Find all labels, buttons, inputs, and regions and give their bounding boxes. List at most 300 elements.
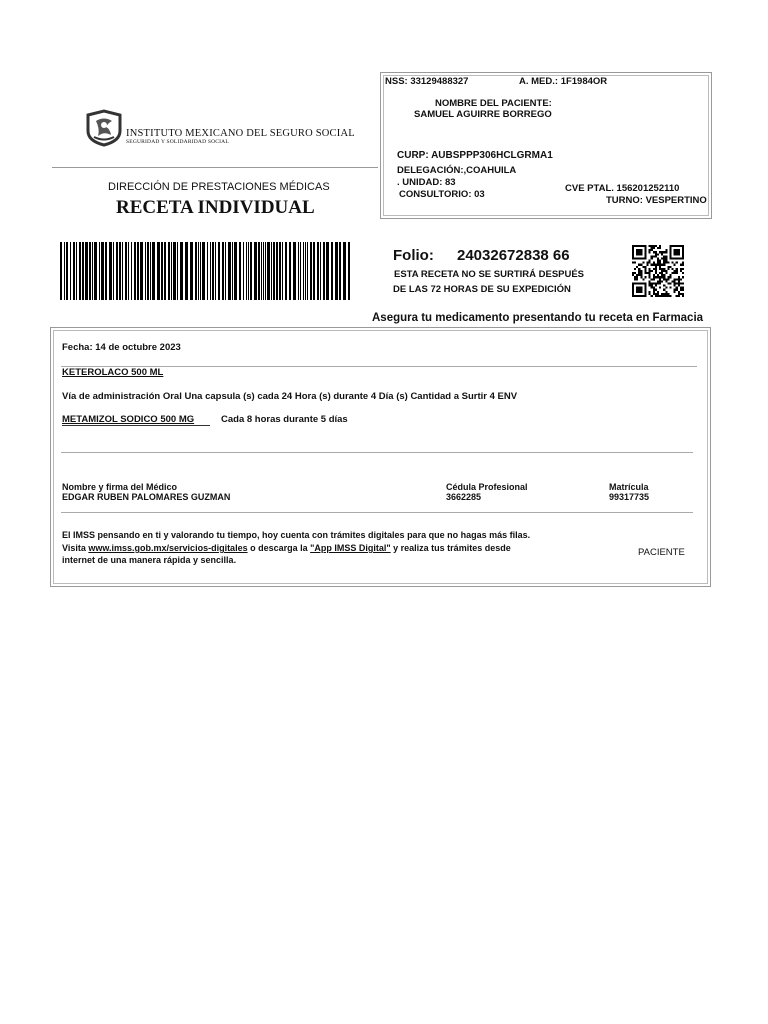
barcode-bar: [99, 242, 100, 300]
qr-module: [661, 253, 663, 255]
barcode-bar: [147, 242, 149, 300]
qr-module: [632, 274, 634, 276]
qr-module: [665, 291, 667, 293]
qr-module: [649, 272, 651, 274]
qr-module: [647, 262, 649, 264]
qr-module: [674, 291, 676, 293]
qr-module: [657, 264, 659, 266]
barcode-bar: [250, 242, 252, 300]
qr-module: [651, 295, 653, 297]
qr-module: [642, 262, 644, 264]
qr-module: [676, 295, 678, 297]
barcode-bar: [263, 242, 264, 300]
patient-name: SAMUEL AGUIRRE BORREGO: [414, 109, 552, 120]
qr-module: [672, 262, 674, 264]
qr-module: [663, 295, 665, 297]
barcode-bar: [282, 242, 283, 300]
qr-module: [657, 274, 659, 276]
qr-module: [663, 264, 665, 266]
barcode-bar: [137, 242, 139, 300]
barcode-bar: [293, 242, 296, 300]
qr-module: [674, 264, 676, 266]
footer-tramites-text: y realiza tus trámites desde: [390, 543, 511, 553]
qr-module: [667, 262, 669, 264]
qr-module: [657, 291, 659, 293]
qr-module: [663, 268, 665, 270]
qr-module: [665, 270, 667, 272]
barcode-bar: [267, 242, 270, 300]
qr-module: [676, 272, 678, 274]
folio-number: 24032672838 66: [457, 247, 570, 264]
barcode-bar: [109, 242, 112, 300]
barcode-bar: [303, 242, 304, 300]
pharmacy-notice: Asegura tu medicamento presentando tu receta en Farmacia: [372, 312, 704, 324]
qr-module: [653, 251, 655, 253]
qr-module: [632, 272, 634, 274]
qr-module: [674, 249, 680, 255]
qr-module: [682, 268, 684, 270]
qr-module: [655, 266, 657, 268]
footer-line1: El IMSS pensando en ti y valorando tu tiempo, hoy cuenta con trámites digitales para que no hagas más filas.: [62, 530, 531, 540]
barcode-bar: [177, 242, 178, 300]
qr-module: [640, 274, 642, 276]
qr-module: [649, 276, 651, 278]
a-med: A. MED.: 1F1984OR: [519, 76, 608, 87]
qr-module: [672, 268, 674, 270]
barcode-bar: [310, 242, 312, 300]
qr-module: [649, 270, 651, 272]
qr-module: [682, 282, 684, 284]
qr-module: [657, 247, 659, 249]
qr-module: [682, 289, 684, 291]
barcode-bar: [105, 242, 107, 300]
barcode-bar: [76, 242, 77, 300]
qr-module: [663, 289, 665, 291]
qr-module: [663, 257, 665, 259]
qr-module: [655, 255, 657, 257]
footer-divider: [61, 512, 693, 513]
qr-module: [634, 278, 636, 280]
barcode-bar: [343, 242, 346, 300]
qr-module: [657, 293, 659, 295]
barcode-bar: [119, 242, 121, 300]
qr-module: [682, 276, 684, 278]
barcode-bar: [168, 242, 170, 300]
qr-module: [663, 285, 665, 287]
qr-module: [667, 293, 669, 295]
qr-module: [676, 282, 678, 284]
medication-2-instructions: Cada 8 horas durante 5 días: [221, 414, 348, 425]
cedula-label: Cédula Profesional: [446, 482, 528, 492]
qr-module: [636, 274, 638, 276]
barcode-bar: [261, 242, 262, 300]
barcode-bar: [73, 242, 75, 300]
qr-module: [653, 287, 655, 289]
qr-module: [669, 266, 671, 268]
barcode-bar: [215, 242, 216, 300]
qr-module: [659, 260, 661, 262]
qr-module: [669, 282, 671, 284]
qr-module: [667, 266, 669, 268]
qr-module: [663, 251, 665, 253]
qr-module: [682, 293, 684, 295]
cedula-value: 3662285: [446, 492, 482, 502]
medication-1-name: KETEROLACO 500 ML: [62, 367, 164, 378]
qr-module: [655, 285, 657, 287]
barcode-bar: [152, 242, 155, 300]
qr-module: [638, 268, 640, 270]
barcode-bar: [202, 242, 205, 300]
qr-module: [653, 293, 655, 295]
qr-module: [680, 287, 682, 289]
qr-module: [657, 280, 659, 282]
qr-module: [653, 274, 655, 276]
qr-module: [640, 264, 642, 266]
folio-label: Folio:: [393, 247, 434, 264]
qr-module: [661, 264, 663, 266]
barcode-bar: [320, 242, 321, 300]
barcode-bar: [173, 242, 176, 300]
qr-module: [676, 287, 678, 289]
qr-module: [665, 278, 667, 280]
doctor-name: EDGAR RUBEN PALOMARES GUZMAN: [62, 492, 231, 502]
qr-module: [649, 260, 651, 262]
barcode-bar: [113, 242, 114, 300]
medication-2-underline: [62, 425, 210, 426]
qr-module: [674, 278, 676, 280]
doctor-label: Nombre y firma del Médico: [62, 482, 178, 492]
qr-module: [680, 270, 682, 272]
qr-module: [680, 264, 682, 266]
qr-module: [659, 262, 661, 264]
qr-module: [644, 272, 646, 274]
qr-module: [678, 285, 680, 287]
qr-module: [659, 278, 661, 280]
app-imss-digital-link[interactable]: "App IMSS Digital": [310, 543, 391, 553]
barcode-bar: [94, 242, 97, 300]
barcode-bar: [246, 242, 247, 300]
qr-module: [653, 247, 655, 249]
qr-module: [680, 278, 682, 280]
nss: NSS: 33129488327: [385, 76, 469, 87]
turno: TURNO: VESPERTINO: [606, 195, 707, 206]
barcode-bar: [307, 242, 308, 300]
expiry-warning-line1: ESTA RECETA NO SE SURTIRÁ DESPUÉS: [394, 269, 585, 280]
qr-module: [674, 289, 676, 291]
qr-module: [678, 293, 680, 295]
qr-module: [659, 268, 661, 270]
qr-module: [655, 295, 657, 297]
qr-module: [653, 264, 655, 266]
barcode-bar: [335, 242, 338, 300]
qr-module: [655, 270, 657, 272]
barcode-bar: [313, 242, 315, 300]
qr-module: [682, 264, 684, 266]
qr-module: [659, 295, 661, 297]
qr-module: [649, 282, 651, 284]
qr-module: [678, 282, 680, 284]
qr-module: [649, 285, 651, 287]
qr-module: [669, 295, 671, 297]
qr-module: [665, 287, 667, 289]
qr-module: [661, 295, 663, 297]
barcode-bar: [234, 242, 237, 300]
qr-module: [659, 251, 661, 253]
qr-module: [653, 291, 655, 293]
qr-module: [638, 264, 640, 266]
qr-module: [678, 280, 680, 282]
barcode-bar: [171, 242, 172, 300]
qr-module: [655, 251, 657, 253]
qr-module: [642, 266, 644, 268]
qr-module: [651, 249, 653, 251]
qr-module: [672, 272, 674, 274]
barcode-bar: [128, 242, 129, 300]
footer-line2: [62, 543, 511, 553]
qr-module: [661, 257, 663, 259]
qr-module: [667, 276, 669, 278]
qr-module: [665, 255, 667, 257]
barcode-bar: [300, 242, 301, 300]
qr-module: [644, 266, 646, 268]
barcode-bar: [232, 242, 233, 300]
qr-module: [651, 285, 653, 287]
qr-module: [634, 268, 636, 270]
qr-module: [661, 276, 663, 278]
medication-2-name: METAMIZOL SODICO 500 MG: [62, 414, 195, 425]
qr-module: [638, 270, 640, 272]
matricula-label: Matrícula: [609, 482, 649, 492]
qr-module: [655, 245, 657, 247]
qr-module: [667, 268, 669, 270]
qr-module: [682, 272, 684, 274]
unidad: . UNIDAD: 83: [397, 177, 456, 188]
qr-module: [659, 272, 661, 274]
qr-module: [653, 255, 655, 257]
qr-module: [653, 278, 655, 280]
barcode-bar: [64, 242, 65, 300]
barcode-bar: [161, 242, 163, 300]
qr-module: [674, 272, 676, 274]
prescription-date: Fecha: 14 de octubre 2023: [62, 342, 181, 353]
qr-module: [682, 262, 684, 264]
qr-module: [649, 251, 651, 253]
qr-module: [663, 270, 665, 272]
qr-module: [634, 272, 636, 274]
qr-module: [649, 268, 651, 270]
barcode-bar: [82, 242, 84, 300]
barcode-bar: [348, 242, 350, 300]
barcode-bar: [185, 242, 188, 300]
barcode-bar: [331, 242, 333, 300]
barcode-bar: [271, 242, 272, 300]
barcode-bar: [145, 242, 146, 300]
qr-module: [674, 285, 676, 287]
imss-digital-services-link[interactable]: www.imss.gob.mx/servicios-digitales: [88, 543, 248, 553]
qr-module: [674, 282, 676, 284]
matricula-value: 99317735: [609, 492, 650, 502]
barcode-bar: [180, 242, 183, 300]
qr-module: [663, 276, 665, 278]
qr-module: [678, 295, 680, 297]
qr-module: [663, 262, 665, 264]
qr-module: [653, 276, 655, 278]
qr-module: [653, 262, 655, 264]
curp: CURP: AUBSPPP306HCLGRMA1: [397, 150, 553, 161]
qr-module: [661, 280, 663, 282]
qr-module: [651, 264, 653, 266]
qr-module: [663, 278, 665, 280]
barcode-bar: [323, 242, 325, 300]
qr-module: [665, 257, 667, 259]
barcode-bar: [60, 242, 62, 300]
qr-module: [649, 280, 651, 282]
qr-module: [661, 270, 663, 272]
qr-module: [649, 293, 651, 295]
barcode-bar: [239, 242, 241, 300]
qr-module: [655, 289, 657, 291]
qr-module: [640, 276, 642, 278]
barcode-bar: [289, 242, 291, 300]
qr-module: [674, 270, 676, 272]
barcode-bar: [285, 242, 287, 300]
barcode-bar: [218, 242, 220, 300]
qr-module: [659, 276, 661, 278]
institution-tagline: SEGURIDAD Y SOLIDARIDAD SOCIAL: [126, 139, 229, 145]
qr-module: [640, 270, 642, 272]
barcode-bar: [190, 242, 193, 300]
qr-module: [649, 291, 651, 293]
qr-module: [665, 260, 667, 262]
qr-module: [651, 287, 653, 289]
qr-module: [638, 274, 640, 276]
barcode-bar: [273, 242, 275, 300]
footer-line3: internet de una manera rápida y sencilla.: [62, 555, 237, 565]
header-divider: [52, 167, 378, 168]
qr-module: [665, 293, 667, 295]
qr-module: [663, 293, 665, 295]
qr-module: [655, 253, 657, 255]
qr-module: [665, 280, 667, 282]
qr-module: [638, 272, 640, 274]
qr-module: [680, 293, 682, 295]
qr-module: [665, 251, 667, 253]
barcode-bar: [134, 242, 136, 300]
qr-module: [649, 274, 651, 276]
qr-module: [663, 255, 665, 257]
qr-module: [636, 249, 642, 255]
barcode-bar: [243, 242, 244, 300]
qr-module: [669, 274, 671, 276]
qr-module: [657, 276, 659, 278]
qr-module: [667, 295, 669, 297]
qr-module: [649, 249, 651, 251]
barcode-bar: [85, 242, 88, 300]
qr-module: [661, 272, 663, 274]
footer-visit-text: Visita: [62, 543, 89, 553]
barcode-bar: [298, 242, 299, 300]
qr-module: [657, 282, 659, 284]
qr-module: [636, 278, 638, 280]
barcode-bar: [207, 242, 208, 300]
signature-divider: [61, 452, 693, 453]
qr-module: [632, 262, 634, 264]
qr-module: [682, 287, 684, 289]
qr-module: [640, 272, 642, 274]
qr-module: [676, 289, 678, 291]
barcode-bar: [164, 242, 166, 300]
footer-download-text: o descarga la: [247, 543, 311, 553]
direccion-label: DIRECCIÓN DE PRESTACIONES MÉDICAS: [108, 181, 330, 193]
qr-module: [659, 282, 661, 284]
qr-module: [665, 295, 667, 297]
qr-module: [661, 251, 663, 253]
barcode-bar: [276, 242, 278, 300]
barcode-bar: [195, 242, 197, 300]
barcode-bar: [222, 242, 224, 300]
qr-module: [678, 291, 680, 293]
copy-label: PACIENTE: [638, 547, 685, 558]
qr-module: [674, 280, 676, 282]
qr-module: [653, 245, 655, 247]
barcode-bar: [210, 242, 211, 300]
qr-module: [672, 280, 674, 282]
barcode-bar: [70, 242, 71, 300]
qr-module: [657, 295, 659, 297]
qr-module: [655, 293, 657, 295]
qr-module: [651, 257, 653, 259]
barcode-bar: [225, 242, 226, 300]
qr-module: [682, 295, 684, 297]
qr-module: [651, 270, 653, 272]
barcode-bar: [92, 242, 93, 300]
qr-module: [644, 276, 646, 278]
barcode-bar: [140, 242, 143, 300]
barcode-bar: [317, 242, 319, 300]
qr-module: [657, 262, 659, 264]
qr-module: [644, 270, 646, 272]
qr-module: [676, 262, 678, 264]
qr-module: [651, 247, 653, 249]
qr-module: [647, 264, 649, 266]
qr-module: [655, 272, 657, 274]
qr-module: [657, 253, 659, 255]
barcode-bar: [339, 242, 341, 300]
barcode-bar: [279, 242, 281, 300]
qr-module: [676, 278, 678, 280]
barcode-bar: [265, 242, 266, 300]
barcode-bar: [116, 242, 118, 300]
delegacion: DELEGACIÓN:,COAHUILA: [397, 165, 517, 176]
qr-module: [653, 268, 655, 270]
qr-module: [651, 245, 653, 247]
barcode-bar: [254, 242, 257, 300]
barcode-bar: [89, 242, 91, 300]
qr-module: [667, 278, 669, 280]
imss-logo-icon: [84, 109, 124, 147]
qr-module: [651, 282, 653, 284]
qr-module: [644, 268, 646, 270]
barcode-bar: [122, 242, 123, 300]
qr-module: [667, 282, 669, 284]
document-title: RECETA INDIVIDUAL: [116, 197, 315, 218]
qr-module: [659, 266, 661, 268]
qr-module: [678, 276, 680, 278]
qr-module: [659, 247, 661, 249]
qr-module: [659, 287, 661, 289]
qr-module: [676, 268, 678, 270]
medication-1-instructions: Vía de administración Oral Una capsula (s) cada 24 Hora (s) durante 4 Día (s) Cantidad a Surtir 4 ENV: [62, 391, 518, 402]
